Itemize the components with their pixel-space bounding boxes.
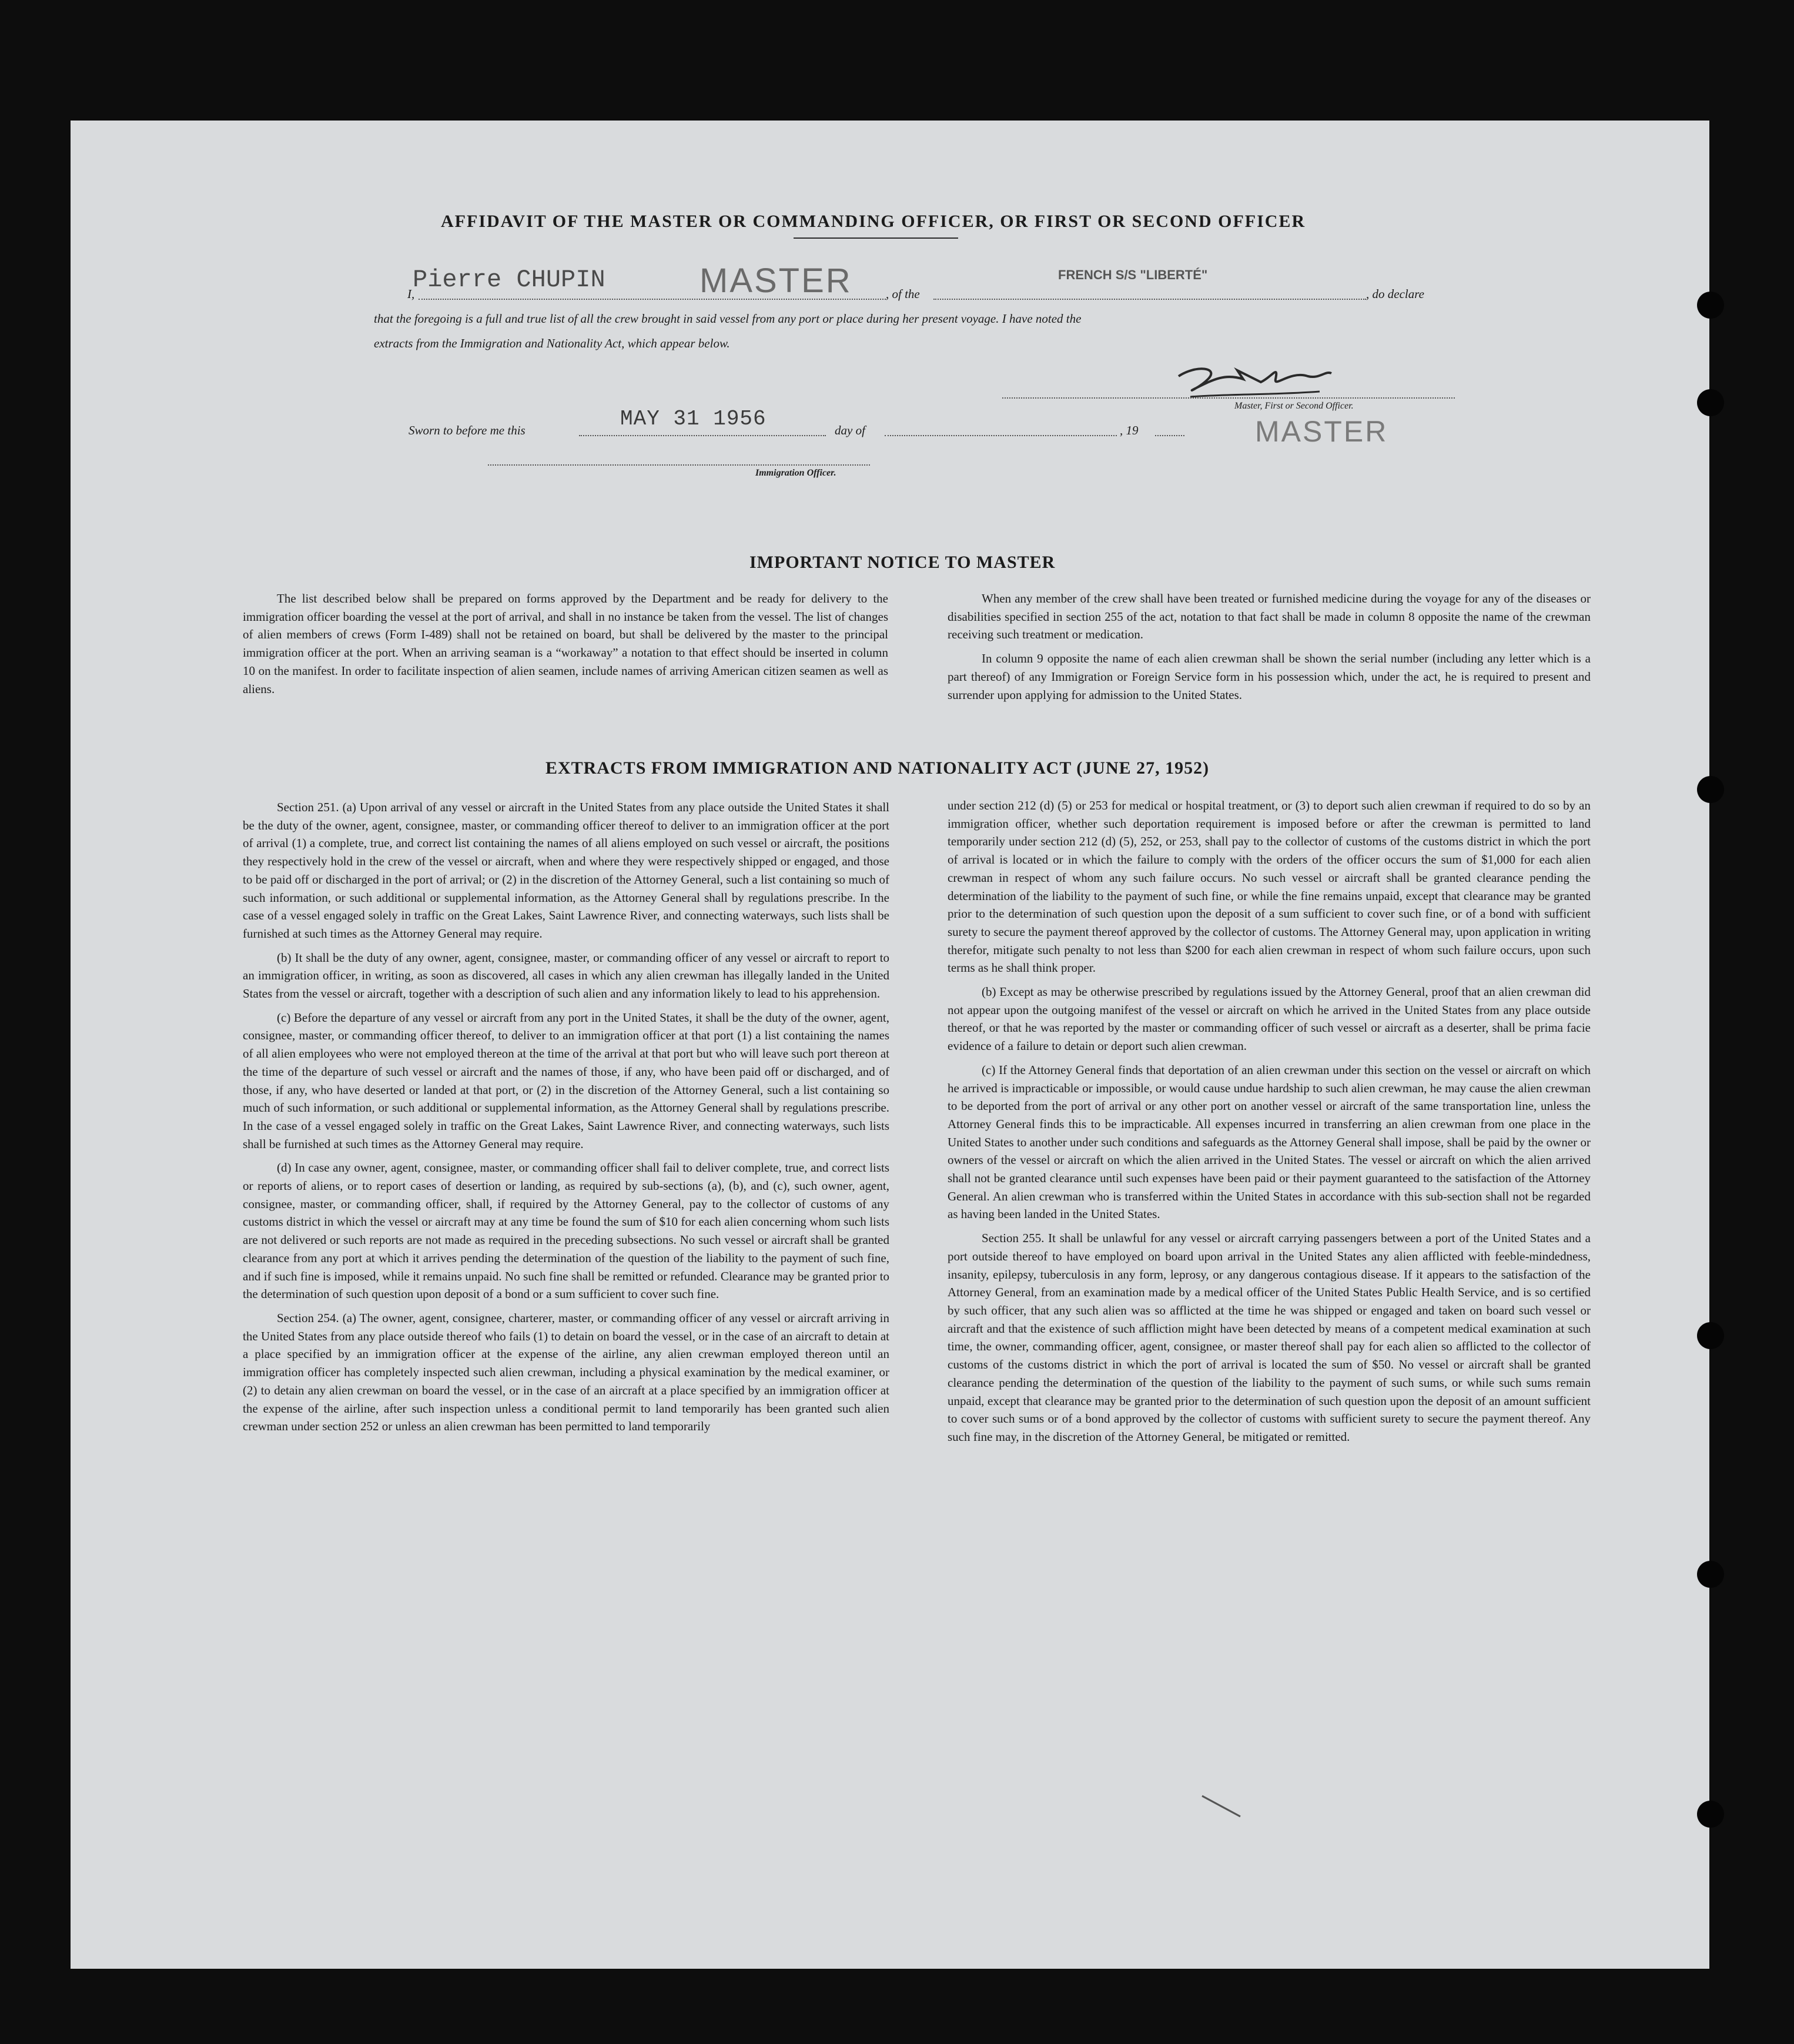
- notice-paragraph: When any member of the crew shall have been treated or furnished medicine during the voyage for any of the diseases or disabilities specified in section 255 of the act, notation to that fact shall be made in column 8 opposite the name of the crewman receiving such treatment or medication.: [948, 591, 1591, 642]
- declare-label: , do declare: [1366, 287, 1424, 301]
- extracts-right-column: [948, 797, 1591, 1452]
- punch-hole: [1697, 389, 1724, 416]
- sworn-label: Sworn to before me this: [409, 423, 526, 437]
- pen-mark: [1199, 1793, 1246, 1822]
- act-section-paragraph: under section 212 (d) (5) or 253 for medical or hospital treatment, or (3) to deport such alien crewman if required to do so by an immigration officer, whether such deportation requirement is imposed before or after the crewman is permitted to land temporarily under section 212 (d) (5), 252, or 253, shall pay to the collector of customs of the customs district in which the port of arrival is located or in which the failure to comply with the orders of the officer occurs the sum of $1,000 for each alien crewman in respect of whom any such failure occurs. No such vessel or aircraft shall be granted clearance pending the determination of the liability to the payment of such fine, or while the fine remains unpaid, except that clearance may be granted prior to the determination of such question upon the deposit of a sum sufficient to cover such fine, or of a bond with sufficient surety to secure the payment thereof approved by the collector of customs. The Attorney General may, upon application in writing therefor, mitigate such penalty to not less than $200 for each alien crewman in respect of whom such failure occurs, upon such terms as he shall think proper.: [948, 798, 1591, 975]
- vessel-name: FRENCH S/S "LIBERTÉ": [1058, 267, 1208, 282]
- notice-right-column: [948, 590, 1591, 710]
- punch-hole: [1697, 1322, 1724, 1349]
- declaration-line-1: that the foregoing is a full and true list of all the crew brought in said vessel from any port or place during her present voyage. I have noted the: [374, 312, 1082, 326]
- i-label: I,: [407, 287, 415, 301]
- extracts-heading: EXTRACTS FROM IMMIGRATION AND NATIONALITY ACT (JUNE 27, 1952): [545, 758, 1210, 778]
- sworn-date-line: [579, 435, 826, 436]
- declaration-line-2: extracts from the Immigration and Nationality Act, which appear below.: [374, 336, 730, 350]
- officer-name: Pierre CHUPIN: [413, 266, 605, 294]
- act-section-paragraph: (c) Before the departure of any vessel or aircraft from any port in the United States, it shall be the duty of the owner, agent, consignee, master, or commanding officer thereof, to deliver to an immigration officer at that port (1) a list containing the names of all alien employees who were not employed thereon at the time of the arrival at that port but who will leave such port thereon at the time of the departure of such vessel or aircraft and the names of those, if any, who have been paid off or discharged, and of those, if any, who have deserted or landed at that port, or (2) in the discretion of the Attorney General, such a list containing so much of such information, or such additional or supplemental information, as the Attorney General shall by regulations prescribe. In the case of a vessel engaged solely in traffic on the Great Lakes, Saint Lawrence River, and connecting waterways, such lists shall be furnished at such times as the Attorney General may require.: [243, 1010, 889, 1151]
- immigration-officer-line: [488, 464, 870, 466]
- act-section-paragraph: (d) In case any owner, agent, consignee, master, or commanding officer shall fail to deliver complete, true, and correct lists or reports of aliens, or to report cases of desertion or landing, as required by sub-sections (a), (b), and (c), such owner, agent, consignee, master, or commanding officer, shall, if required by the Attorney General, pay to the collector of customs of any customs district in which the vessel or aircraft may at any time be found the sum of $10 for each alien concerning whom such lists are not delivered or such reports are not made as required in the preceding subsections. No such vessel or aircraft shall be granted clearance from any port at which it arrives pending the determination of the question of the liability to the payment of such fine, and if such fine is imposed, while it remains unpaid. No such fine shall be remitted or refunded. Clearance may be granted prior to the determination of such question upon deposit of a bond or a sum sufficient to cover such fine.: [243, 1160, 889, 1302]
- notice-paragraph: In column 9 opposite the name of each alien crewman shall be shown the serial number (including any letter which is a part thereof) of any Immigration or Foreign Service form in his possession which, under the act, he is required to present and surrender upon applying for admission to the United States.: [948, 651, 1591, 702]
- year-line: [1155, 435, 1184, 436]
- notice-left-column: [243, 590, 888, 704]
- act-section-paragraph: Section 254. (a) The owner, agent, consignee, charterer, master, or commanding officer of any vessel or aircraft arriving in the United States from any place outside thereof who fails (1) to detain on board the vessel, or in the case of an aircraft to detain at a place specified by an immigration officer at the expense of the airline, any alien crewman employed thereon until an immigration officer has completely inspected such alien crewman, including a physical examination by the medical examiner, or (2) to detain any alien crewman on board the vessel, or in the case of an aircraft at a place specified by an immigration officer at the expense of the airline, after such inspection unless a conditional permit to land temporarily has been granted such alien crewman under section 252 or unless an alien crewman has been permitted to land temporarily: [243, 1310, 889, 1434]
- punch-hole: [1697, 1801, 1724, 1828]
- title-divider: [794, 237, 958, 239]
- act-section-paragraph: Section 251. (a) Upon arrival of any vessel or aircraft in the United States from any place outside the United States it shall be the duty of the owner, agent, consignee, master, or commanding officer thereof to deliver to an immigration officer at the port of arrival (1) a complete, true, and correct list containing the names of all aliens employed on such vessel or aircraft, the positions they respectively hold in the crew of the vessel or aircraft, when and where they were respectively shipped or engaged, and those to be paid off or discharged in the port of arrival; or (2) in the discretion of the Attorney General, such a list containing so much of such information, or such additional or supplemental information, as the Attorney General shall by regulations prescribe. In the case of a vessel engaged solely in traffic on the Great Lakes, Saint Lawrence River, and connecting waterways, such lists shall be furnished at such times as the Attorney General may require.: [243, 800, 889, 941]
- of-the-label: , of the: [886, 287, 920, 301]
- signature-caption: Master, First or Second Officer.: [1234, 401, 1354, 411]
- month-line: [885, 435, 1117, 436]
- act-section-paragraph: (b) It shall be the duty of any owner, agent, consignee, master, or commanding officer of any vessel or aircraft to report to an immigration officer, in writing, as soon as discovered, all cases in which any alien crewman has illegally landed in the United States from the vessel or aircraft, together with a description of such alien and any information likely to lead to his apprehension.: [243, 950, 889, 1001]
- signature-rank-stamp: MASTER: [1255, 415, 1388, 448]
- immigration-officer-label: Immigration Officer.: [755, 468, 836, 478]
- act-section-paragraph: Section 255. It shall be unlawful for any vessel or aircraft carrying passengers between a port of the United States and a port outside thereof to have employed on board upon arrival in the United States any alien afflicted with feeble-mindedness, insanity, epilepsy, tuberculosis in any form, leprosy, or any dangerous contagious disease. If it appears to the satisfaction of the Attorney General, from an examination made by a medical officer of the United States Public Health Service, and is so certified by such officer, that any such alien was so afflicted at the time he was shipped or engaged and taken on board such vessel or aircraft and that the existence of such affliction might have been detected by means of a competent medical examination at such time, the owner, commanding officer, agent, consignee, or master thereof shall pay for each alien so afflicted to the collector of customs of the customs district in which the port of arrival is located the sum of $50. No vessel or aircraft shall be granted clearance pending the determination of the question of the liability to the payment of such sums, or while such sums remain unpaid, except that clearance may be granted prior to the determination of such question upon the deposit of an amount sufficient to cover such sums or of a bond approved by the collector of customs with sufficient surety to secure the payment thereof. Any such fine may, in the discretion of the Attorney General, be mitigated or remitted.: [948, 1231, 1591, 1444]
- act-section-paragraph: (b) Except as may be otherwise prescribed by regulations issued by the Attorney General, proof that an alien crewman did not appear upon the outgoing manifest of the vessel or aircraft on which he arrived in the United States from any place outside thereof, or that he was reported by the master or commanding officer of such vessel or aircraft as a deserter, shall be prima facie evidence of a failure to detain or deport such alien crewman.: [948, 985, 1591, 1053]
- notice-heading: IMPORTANT NOTICE TO MASTER: [749, 553, 1056, 572]
- officer-rank-stamp: MASTER: [699, 262, 852, 300]
- punch-hole: [1697, 1561, 1724, 1588]
- punch-hole: [1697, 776, 1724, 803]
- act-section-paragraph: (c) If the Attorney General finds that deportation of an alien crewman under this section on the vessel or aircraft on which he arrived is impracticable or impossible, or would cause undue hardship to such alien crewman, he may cause the alien crewman to be deported from the port of arrival or any other port on another vessel or aircraft of the same transportation line, unless the Attorney General finds this to be impracticable. All expenses incurred in transferring an alien crewman from one place in the United States to another under such conditions and safeguards as the Attorney General shall impose, shall be paid by the owner or owners of the vessel or aircraft on which the alien arrived in the United States. The vessel or aircraft on which the alien arrived shall not be granted clearance until such expenses have been paid or their payment guaranteed to the satisfaction of the Attorney General. An alien crewman who is transferred within the United States in accordance with this sub-section shall not be regarded as having been landed in the United States.: [948, 1062, 1591, 1222]
- signature-line: [1002, 397, 1455, 399]
- day-of-label: day of: [835, 423, 865, 437]
- punch-hole: [1697, 292, 1724, 319]
- vessel-name-line: [933, 299, 1366, 300]
- year-label: , 19: [1120, 423, 1139, 437]
- notice-paragraph: The list described below shall be prepared on forms approved by the Department and be ready for delivery to the immigration officer boarding the vessel at the port of arrival, and shall in no instance be taken from the vessel. The list of changes of alien members of crews (Form I-489) shall not be retained on board, but shall be delivered by the master to the principal immigration officer at the port. When an arriving seaman is a “workaway” a notation to that effect should be inserted in column 10 on the manifest. In order to facilitate inspection of alien seamen, include names of arriving American citizen seamen as well as aliens.: [243, 591, 888, 696]
- affidavit-title: AFFIDAVIT OF THE MASTER OR COMMANDING OFFICER, OR FIRST OR SECOND OFFICER: [441, 212, 1306, 231]
- sworn-date-stamp: MAY 31 1956: [620, 407, 767, 431]
- extracts-left-column: [243, 798, 889, 1441]
